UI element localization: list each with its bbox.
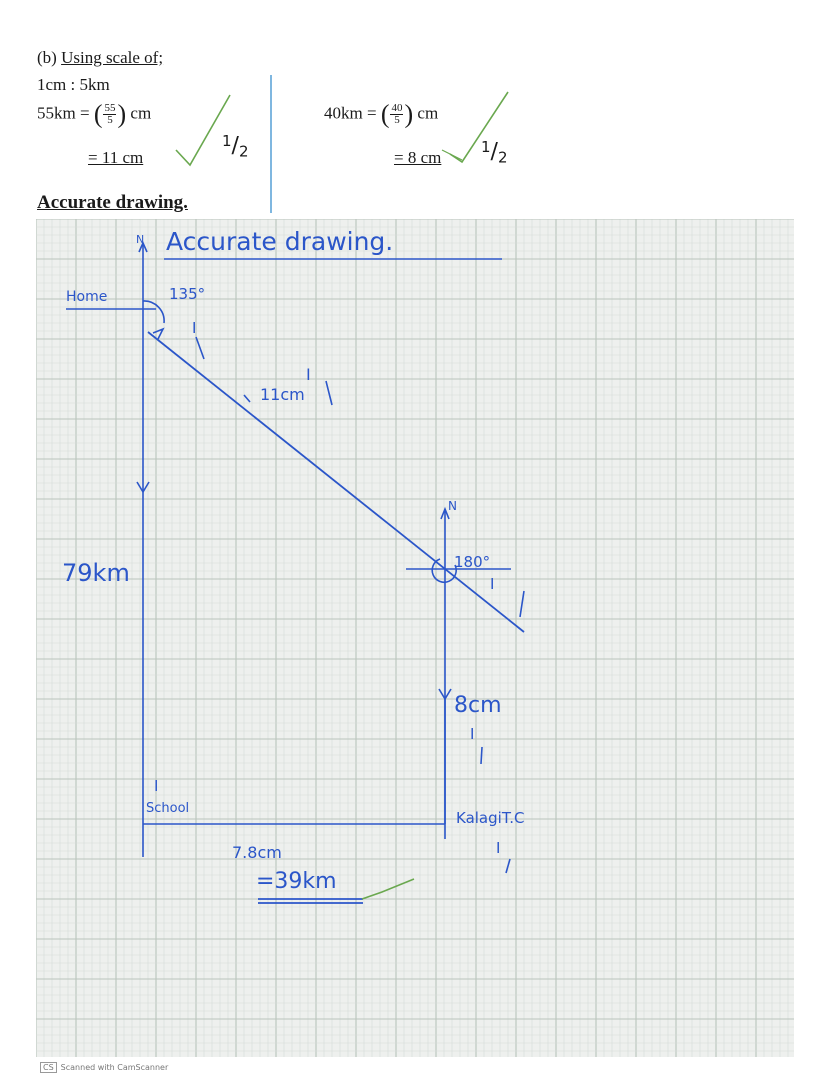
camscanner-watermark: CS Scanned with CamScanner [40, 1063, 168, 1072]
calc-right-fraction: $\frac{40}{5}$ [391, 102, 403, 126]
mark-slash-5 [506, 859, 510, 873]
answer-tick-icon [362, 879, 414, 899]
tick-left-icon [176, 95, 230, 165]
distance-label: 79km [62, 559, 130, 587]
calc-right-result: = 8 cm [394, 148, 442, 167]
calc-left-mark: $^1/_2$ [222, 132, 249, 161]
mark-slash-1 [196, 337, 204, 359]
part-label: (b) [37, 48, 62, 67]
calc-left-lhs: 55km = [37, 103, 94, 123]
mark-slash-3 [520, 591, 524, 617]
north-label-1: N [136, 233, 145, 246]
north-label-2: N [448, 499, 457, 513]
calc-left-unit: cm [130, 103, 152, 123]
graph-paper [36, 219, 794, 1057]
tick-right-icon [450, 92, 508, 162]
calc-right-unit: cm [417, 103, 439, 123]
school-label: School [146, 801, 190, 816]
calc-right-lhs: 40km = [324, 103, 381, 123]
accurate-drawing [36, 219, 794, 1057]
answer-label: =39km [256, 869, 337, 894]
mark-I-5: I [154, 777, 159, 795]
calc-right-equation: 40km = ( $\frac{40}{5}$ ) cm [324, 99, 439, 129]
calc-left-result: = 11 cm [88, 148, 144, 167]
measured-label: 7.8cm [232, 843, 282, 862]
section-heading: Accurate drawing. [37, 192, 188, 213]
leg-1-label: 11cm [260, 385, 305, 404]
mark-I-6: I [496, 839, 501, 857]
scale-ratio: 1cm : 5km [37, 75, 110, 94]
calc-right-mark: $^1/_2$ [481, 138, 508, 167]
mark-I-4: I [470, 725, 475, 743]
scale-heading: Using scale of; [61, 48, 164, 67]
mark-slash-4 [481, 747, 482, 764]
mark-I-3: I [490, 575, 495, 593]
mark-slash-2 [326, 381, 332, 405]
calc-left-fraction: $\frac{55}{5}$ [104, 102, 116, 126]
mark-I-2: I [306, 365, 311, 384]
header-annotations [0, 0, 824, 220]
bearing-arc-1 [143, 301, 164, 323]
leg-1-arrow-icon [244, 395, 250, 402]
mark-I-1: I [192, 319, 197, 337]
leg-1-line [148, 332, 524, 632]
kalagi-label: KalagiT.C [456, 809, 525, 827]
bearing-1-label: 135° [169, 285, 206, 303]
bearing-2-label: 180° [454, 553, 491, 571]
home-label: Home [66, 289, 108, 305]
calc-left-equation: 55km = ( $\frac{55}{5}$ ) cm [37, 99, 152, 129]
drawing-title: Accurate drawing. [166, 227, 394, 256]
leg-2-label: 8cm [454, 693, 502, 718]
